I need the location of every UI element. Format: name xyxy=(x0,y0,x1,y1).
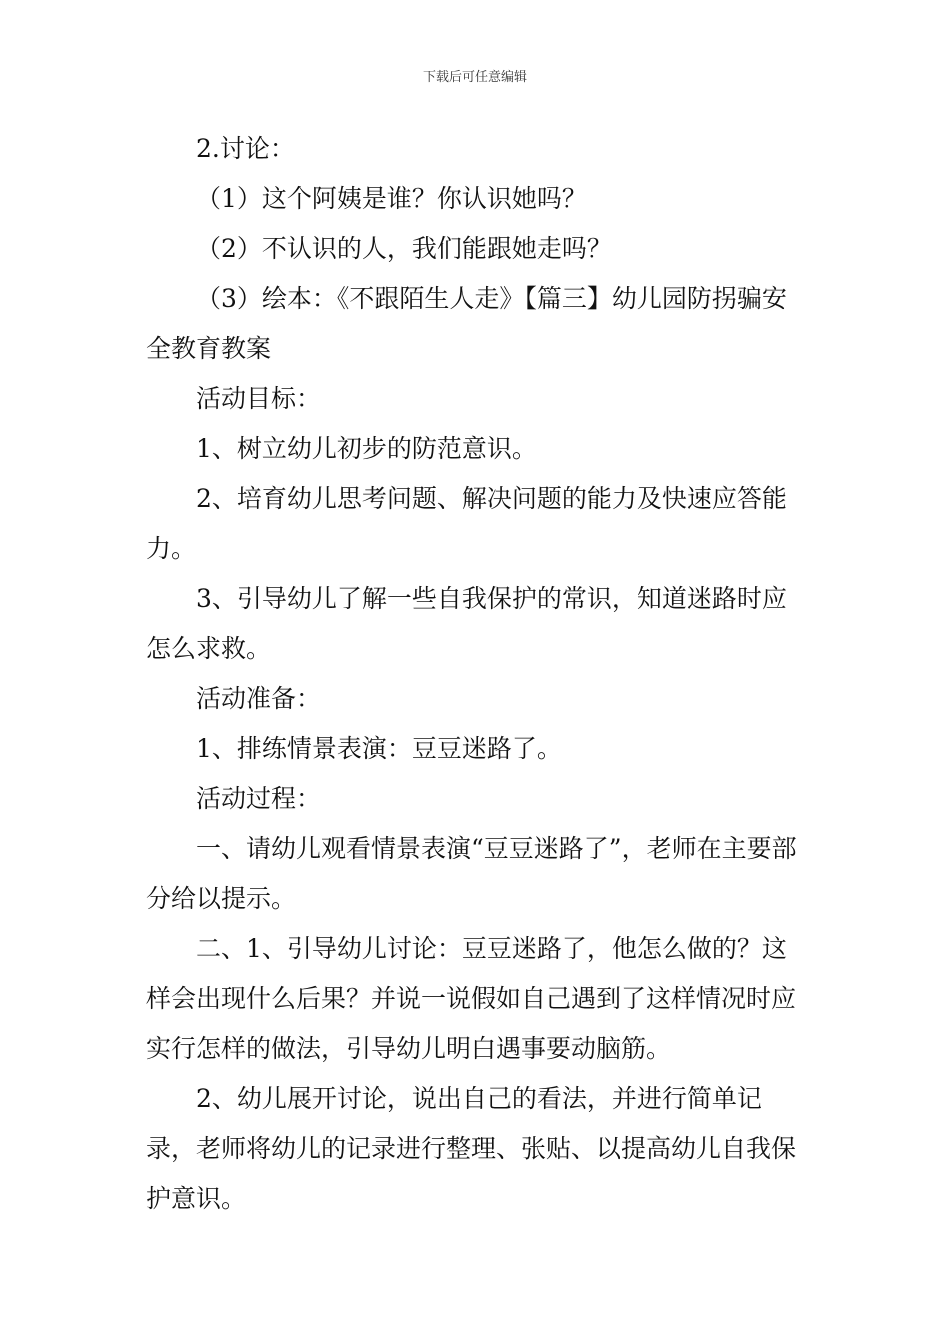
question-1: （1）这个阿姨是谁？你认识她吗？ xyxy=(196,184,587,213)
page-header: 下载后可任意编辑 xyxy=(422,70,527,85)
question-2: （2）不认识的人，我们能跟她走吗？ xyxy=(196,234,612,263)
discussion-heading: 2.讨论： xyxy=(196,134,295,163)
picture-book-paragraph: （3）绘本：《不跟陌生人走》【篇三】幼儿园防拐骗安全教育教案 xyxy=(146,284,787,363)
goal-2: 2、培育幼儿思考问题、解决问题的能力及快速应答能力。 xyxy=(146,484,787,563)
process-step-1: 一、请幼儿观看情景表演“豆豆迷路了”，老师在主要部分给以提示。 xyxy=(146,834,797,913)
preparation-1: 1、排练情景表演：豆豆迷路了。 xyxy=(196,734,562,763)
process-step-2-1: 二、1、引导幼儿讨论：豆豆迷路了，他怎么做的？这样会出现什么后果？并说一说假如自己遇到了这样情况时应实行怎样的做法，引导幼儿明白遇事要动脑筋。 xyxy=(146,934,797,1063)
preparation-heading: 活动准备： xyxy=(196,684,322,713)
goal-3: 3、引导幼儿了解一些自我保护的常识，知道迷路时应怎么求救。 xyxy=(146,584,787,663)
process-heading: 活动过程： xyxy=(196,784,322,813)
process-step-2-2: 2、幼儿展开讨论，说出自己的看法，并进行简单记录，老师将幼儿的记录进行整理、张贴、以提高幼儿自我保护意识。 xyxy=(146,1084,797,1213)
document-body xyxy=(146,124,810,1224)
goal-1: 1、树立幼儿初步的防范意识。 xyxy=(196,434,537,463)
goals-heading: 活动目标： xyxy=(196,384,322,413)
